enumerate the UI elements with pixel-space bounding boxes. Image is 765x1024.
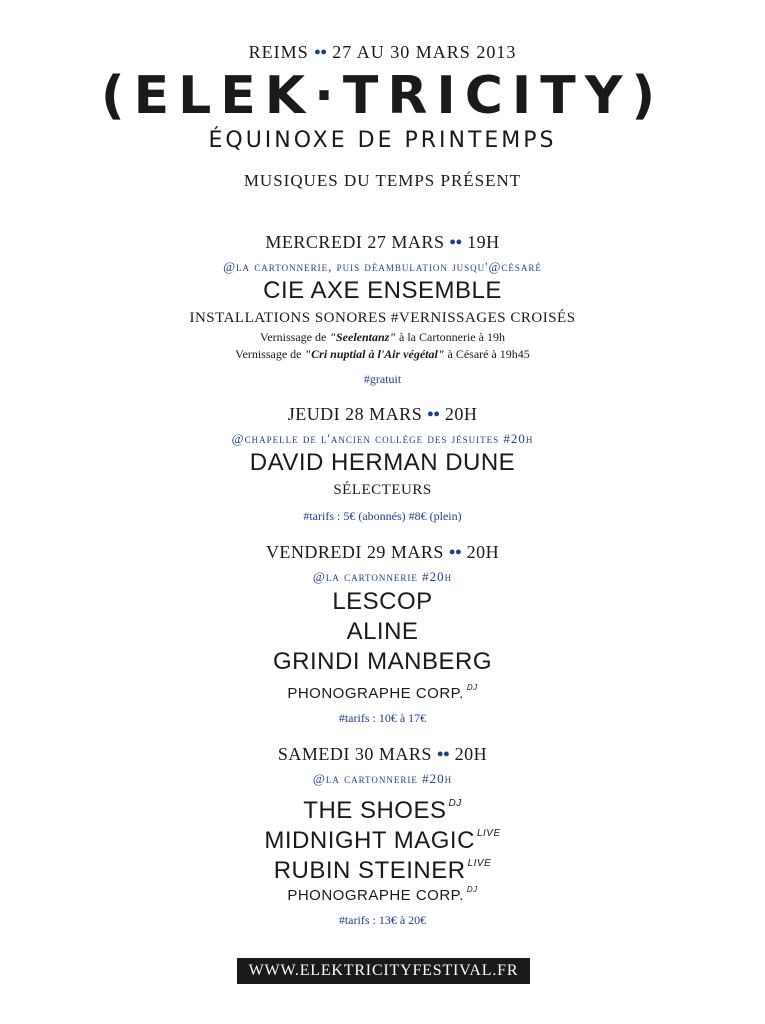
- separator-dots: ••: [449, 232, 463, 252]
- event-day: SAMEDI 30 MARS: [277, 744, 432, 764]
- performance-type: DJ: [448, 798, 462, 809]
- event-detail-line: [0, 330, 765, 345]
- festival-dates: 27 AU 30 MARS 2013: [332, 42, 517, 62]
- separator-dots: ••: [448, 542, 462, 562]
- event-day-heading: [0, 542, 765, 563]
- edition-subtitle: ÉQUINOXE DE PRINTEMPS: [208, 128, 557, 153]
- detail-suffix: à Césaré à 19h45: [444, 347, 530, 361]
- artist-name: LESCOP: [332, 588, 433, 615]
- artist-label: RUBIN STEINER: [273, 857, 466, 884]
- city: REIMS: [248, 42, 309, 62]
- event-subtitle: [0, 683, 765, 702]
- artwork-title: "Cri nuptial à l'Air végétal": [304, 347, 445, 361]
- artist-name: DAVID HERMAN DUNE: [249, 449, 516, 476]
- event-day-heading: [0, 404, 765, 425]
- event-venue: @la cartonnerie, puis déambulation jusqu'@césaré: [223, 259, 542, 274]
- event-subtitle: SÉLECTEURS: [333, 482, 432, 498]
- dj-name: PHONOGRAPHE CORP.: [287, 887, 464, 904]
- event-day-heading: [0, 744, 765, 765]
- festival-tagline: MUSIQUES DU TEMPS PRÉSENT: [243, 171, 522, 190]
- performance-type: LIVE: [467, 858, 492, 869]
- price-tag: #gratuit: [363, 372, 402, 386]
- dj-marker: DJ: [466, 683, 478, 692]
- dj-name: PHONOGRAPHE CORP.: [287, 685, 464, 702]
- website-link[interactable]: WWW.ELEKTRICITYFESTIVAL.FR: [237, 958, 530, 984]
- event-day: MERCREDI 27 MARS: [265, 232, 445, 252]
- artist-name: GRINDI MANBERG: [272, 648, 492, 675]
- festival-logo: (ELEK·TRICITY): [100, 66, 665, 126]
- price-tag: #tarifs : 5€ (abonnés) #8€ (plein): [303, 509, 462, 523]
- separator-dots: ••: [314, 42, 327, 62]
- separator-dots: ••: [436, 744, 450, 764]
- detail-prefix: Vernissage de: [260, 330, 330, 344]
- separator-dots: ••: [427, 404, 440, 424]
- performance-type: LIVE: [476, 828, 501, 839]
- event-subtitle: [0, 885, 765, 904]
- artist-name: CIE AXE ENSEMBLE: [263, 277, 502, 304]
- dj-marker: DJ: [466, 885, 478, 894]
- price-tag: #tarifs : 10€ à 17€: [338, 711, 427, 725]
- city-dates-line: [0, 42, 765, 63]
- event-day-heading: [0, 232, 765, 253]
- event-venue: @la cartonnerie #20h: [312, 569, 453, 584]
- event-venue: @la cartonnerie #20h: [312, 771, 453, 786]
- artwork-title: "Seelentanz": [329, 330, 396, 344]
- detail-prefix: Vernissage de: [235, 347, 305, 361]
- detail-suffix: à la Cartonnerie à 19h: [396, 330, 505, 344]
- artist-name: [0, 849, 765, 886]
- event-day: JEUDI 28 MARS: [287, 404, 423, 424]
- event-time: 20H: [466, 542, 500, 562]
- event-subtitle: INSTALLATIONS SONORES #VERNISSAGES CROISÉS: [189, 310, 576, 326]
- artist-label: THE SHOES: [303, 797, 447, 824]
- event-detail-line: [0, 347, 765, 362]
- event-venue: @chapelle de l'ancien collège des jésuites #20h: [231, 431, 534, 446]
- event-time: 20H: [444, 404, 478, 424]
- event-day: VENDREDI 29 MARS: [265, 542, 444, 562]
- artist-name: ALINE: [346, 618, 419, 645]
- event-time: 19H: [467, 232, 500, 252]
- price-tag: #tarifs : 13€ à 20€: [338, 913, 427, 927]
- event-time: 20H: [454, 744, 488, 764]
- artist-label: MIDNIGHT MAGIC: [264, 827, 475, 854]
